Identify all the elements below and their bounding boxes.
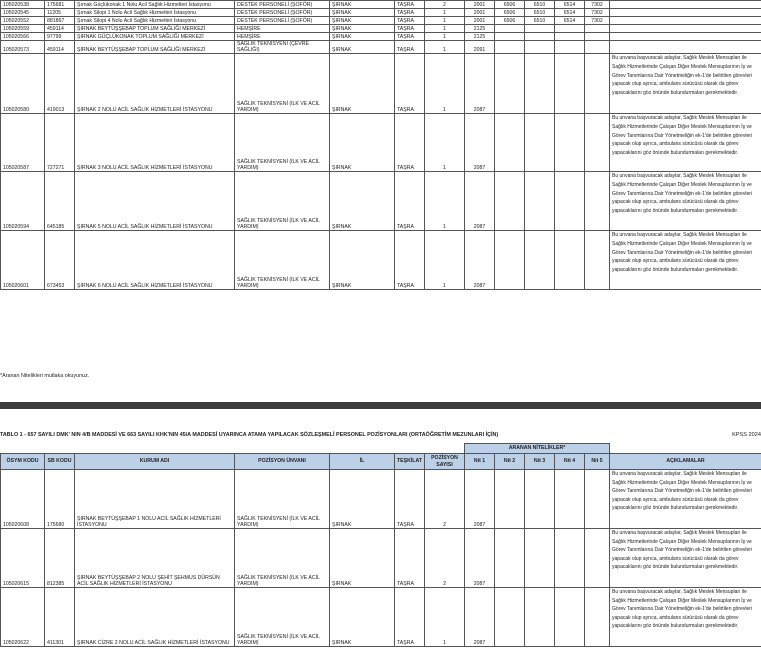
position-cell: HEMŞİRE — [235, 25, 330, 33]
osym-code-cell: 105020594 — [1, 172, 45, 231]
organization-cell: TAŞRA — [395, 41, 425, 54]
nit-1-cell: 2087 — [465, 470, 495, 529]
province-cell: ŞIRNAK — [330, 529, 395, 588]
province-cell: ŞIRNAK — [330, 17, 395, 25]
nit-5-cell: 7302 — [585, 9, 610, 17]
sb-code-cell: 175680 — [45, 470, 75, 529]
province-cell: ŞIRNAK — [330, 9, 395, 17]
explanation-cell: Bu unvana başvuracak adaylar, Sağlık Meslek Mensupları ile Sağlık Hizmetlerinde Çalışan Diğer Meslek Mensuplarının İş ve Görev Tanımlarına Dair Yönetmeliğin ek-1'de belirtilen görevleri yapacak olup ayrıca, ambulans sürücüsü olarak da görev yapacaklarını göz önünde bulundurmaları gerekmektedir. — [610, 231, 761, 290]
table-title: TABLO 1 - 657 SAYILI DMK' NIN 4/B MADDESİ VE 663 SAYILI KHK'NIN 45/A MADDESİ UYARINCA ATAMA YAPILACAK SÖZLEŞMELİ PERSONEL POZİSYONLARI (ORTAÖĞRETİM MEZUNLARI İÇİN) — [0, 432, 499, 438]
col-institution: KURUM ADI — [75, 454, 235, 470]
nit-4-cell — [555, 470, 585, 529]
institution-cell: ŞIRNAK BEYTÜŞŞEBAP TOPLUM SAĞLIĞI MERKEZİ — [75, 25, 235, 33]
nit-2-cell — [495, 231, 525, 290]
position-count-cell: 1 — [425, 231, 465, 290]
osym-code-cell: 105020622 — [1, 588, 45, 647]
institution-cell: ŞIRNAK CİZRE 2 NOLU ACİL SAĞLIK HİZMETLERİ İSTASYONU — [75, 588, 235, 647]
nit-1-cell: 2087 — [465, 172, 495, 231]
explanation-cell — [610, 25, 761, 33]
organization-cell: TAŞRA — [395, 231, 425, 290]
position-count-cell: 1 — [425, 172, 465, 231]
explanation-cell: Bu unvana başvuracak adaylar, Sağlık Meslek Mensupları ile Sağlık Hizmetlerinde Çalışan Diğer Meslek Mensuplarının İş ve Görev Tanımlarına Dair Yönetmeliğin ek-1'de belirtilen görevleri yapacak olup ayrıca, ambulans sürücüsü olarak da görev yapacaklarını göz önünde bulundurmaları gerekmektedir. — [610, 470, 761, 529]
col-nit-3: Nit 3 — [525, 454, 555, 470]
nit-1-cell: 2087 — [465, 588, 495, 647]
organization-cell: TAŞRA — [395, 54, 425, 114]
sb-code-cell: 411301 — [45, 588, 75, 647]
table-row — [1, 172, 761, 231]
nit-2-cell: 6506 — [495, 1, 525, 9]
nit-4-cell: 6514 — [555, 9, 585, 17]
nit-4-cell — [555, 529, 585, 588]
nit-1-cell: 2001 — [465, 17, 495, 25]
sb-code-cell: 673453 — [45, 231, 75, 290]
position-cell: SAĞLIK TEKNİSYENİ (İLK VE ACİL YARDIM) — [235, 114, 330, 172]
table-row — [1, 231, 761, 290]
explanation-cell: Bu unvana başvuracak adaylar, Sağlık Meslek Mensupları ile Sağlık Hizmetlerinde Çalışan Diğer Meslek Mensuplarının İş ve Görev Tanımlarına Dair Yönetmeliğin ek-1'de belirtilen görevleri yapacak olup ayrıca, ambulans sürücüsü olarak da görev yapacaklarını göz önünde bulundurmaları gerekmektedir. — [610, 172, 761, 231]
nit-5-cell — [585, 231, 610, 290]
organization-cell: TAŞRA — [395, 588, 425, 647]
position-count-cell: 2 — [425, 470, 465, 529]
explanation-cell: Bu unvana başvuracak adaylar, Sağlık Meslek Mensupları ile Sağlık Hizmetlerinde Çalışan Diğer Meslek Mensuplarının İş ve Görev Tanımlarına Dair Yönetmeliğin ek-1'de belirtilen görevleri yapacak olup ayrıca, ambulans sürücüsü olarak da görev yapacaklarını göz önünde bulundurmaları gerekmektedir. — [610, 529, 761, 588]
table-row — [1, 9, 761, 17]
position-count-cell: 1 — [425, 114, 465, 172]
nit-3-cell: 6510 — [525, 17, 555, 25]
nit-2-cell — [495, 588, 525, 647]
position-count-cell: 1 — [425, 25, 465, 33]
osym-code-cell: 105020559 — [1, 25, 45, 33]
position-cell: DESTEK PERSONELİ (ŞOFÖR) — [235, 9, 330, 17]
table-row — [1, 588, 761, 647]
nit-1-cell: 2087 — [465, 231, 495, 290]
nit-1-cell: 2087 — [465, 114, 495, 172]
position-cell: SAĞLIK TEKNİSYENİ (İLK VE ACİL YARDIM) — [235, 588, 330, 647]
col-position: POZİSYON ÜNVANI — [235, 454, 330, 470]
organization-cell: TAŞRA — [395, 114, 425, 172]
nit-5-cell — [585, 172, 610, 231]
sb-code-cell: 812385 — [45, 529, 75, 588]
table-row — [1, 529, 761, 588]
nit-5-cell — [585, 529, 610, 588]
organization-cell: TAŞRA — [395, 529, 425, 588]
osym-code-cell: 105020580 — [1, 54, 45, 114]
explanation-cell — [610, 1, 761, 9]
nit-4-cell — [555, 231, 585, 290]
nit-4-cell — [555, 33, 585, 41]
position-cell: SAĞLIK TEKNİSYENİ (İLK VE ACİL YARDIM) — [235, 529, 330, 588]
nit-1-cell: 2087 — [465, 529, 495, 588]
explanation-cell — [610, 17, 761, 25]
nit-3-cell — [525, 470, 555, 529]
nit-5-cell — [585, 588, 610, 647]
nit-3-cell — [525, 33, 555, 41]
province-cell: ŞIRNAK — [330, 54, 395, 114]
col-nit-2: Nit 2 — [495, 454, 525, 470]
nit-3-cell — [525, 25, 555, 33]
nit-2-cell — [495, 470, 525, 529]
nit-2-cell — [495, 114, 525, 172]
position-count-cell: 1 — [425, 9, 465, 17]
institution-cell: Şırnak Silopi 4 Nolu Acil Sağlık Hizmetleri İstasyonu — [75, 17, 235, 25]
upper-positions-table — [0, 0, 761, 290]
institution-cell: ŞIRNAK BEYTÜŞŞEBAP TOPLUM SAĞLIĞI MERKEZİ — [75, 41, 235, 54]
table-row — [1, 25, 761, 33]
institution-cell: ŞIRNAK 5 NOLU ACİL SAĞLIK HİZMETLERİ İSTASYONU — [75, 172, 235, 231]
nit-4-cell — [555, 25, 585, 33]
sb-code-cell: 175681 — [45, 1, 75, 9]
nit-4-cell — [555, 172, 585, 231]
nit-4-cell — [555, 114, 585, 172]
col-nit-5: Nit 5 — [585, 454, 610, 470]
nit-2-cell: 6506 — [495, 9, 525, 17]
nit-5-cell — [585, 41, 610, 54]
osym-code-cell: 105020608 — [1, 470, 45, 529]
sb-code-cell: 459114 — [45, 41, 75, 54]
position-count-cell: 1 — [425, 17, 465, 25]
nit-1-cell: 2001 — [465, 1, 495, 9]
col-nit-4: Nit 4 — [555, 454, 585, 470]
nit-1-cell: 2125 — [465, 33, 495, 41]
lower-positions-table — [0, 443, 761, 647]
province-cell: ŞIRNAK — [330, 588, 395, 647]
position-cell: SAĞLIK TEKNİSYENİ (İLK VE ACİL YARDIM) — [235, 172, 330, 231]
sb-code-cell: 881867 — [45, 17, 75, 25]
nit-2-cell — [495, 33, 525, 41]
nit-4-cell: 6514 — [555, 1, 585, 9]
organization-cell: TAŞRA — [395, 17, 425, 25]
nit-3-cell — [525, 114, 555, 172]
organization-cell: TAŞRA — [395, 172, 425, 231]
table-row — [1, 33, 761, 41]
kpss-label: KPSS 2024 — [732, 432, 761, 438]
institution-cell: ŞIRNAK BEYTÜŞŞEBAP 2 NOLU ŞEHİT ŞEHMUS DÜRSÜN ACİL SAĞLIK HİZMETLERİ İSTASYONU — [75, 529, 235, 588]
nit-3-cell: 6510 — [525, 9, 555, 17]
page-divider — [0, 402, 761, 409]
nit-5-cell: 7302 — [585, 1, 610, 9]
province-cell: ŞIRNAK — [330, 41, 395, 54]
position-count-cell: 1 — [425, 54, 465, 114]
position-cell: SAĞLIK TEKNİSYENİ (İLK VE ACİL YARDIM) — [235, 231, 330, 290]
table-row — [1, 470, 761, 529]
col-sb-code: SB KODU — [45, 454, 75, 470]
institution-cell: ŞIRNAK GÜÇLÜKONAK TOPLUM SAĞLIĞI MERKEZİ — [75, 33, 235, 41]
position-count-cell: 1 — [425, 33, 465, 41]
nit-3-cell — [525, 172, 555, 231]
nit-5-cell — [585, 54, 610, 114]
nit-4-cell — [555, 54, 585, 114]
nit-5-cell — [585, 470, 610, 529]
nit-3-cell — [525, 41, 555, 54]
osym-code-cell: 105020573 — [1, 41, 45, 54]
province-cell: ŞIRNAK — [330, 114, 395, 172]
sb-code-cell: 645185 — [45, 172, 75, 231]
position-cell: HEMŞİRE — [235, 33, 330, 41]
nit-4-cell — [555, 41, 585, 54]
qualifications-group-header: ARANAN NİTELİKLER* — [465, 444, 610, 454]
nit-1-cell: 2125 — [465, 25, 495, 33]
position-cell: SAĞLIK TEKNİSYENİ (İLK VE ACİL YARDIM) — [235, 470, 330, 529]
explanation-cell: Bu unvana başvuracak adaylar, Sağlık Meslek Mensupları ile Sağlık Hizmetlerinde Çalışan Diğer Meslek Mensuplarının İş ve Görev Tanımlarına Dair Yönetmeliğin ek-1'de belirtilen görevleri yapacak olup ayrıca, ambulans sürücüsü olarak da görev yapacaklarını göz önünde bulundurmaları gerekmektedir. — [610, 54, 761, 114]
explanation-cell — [610, 33, 761, 41]
institution-cell: ŞIRNAK 6 NOLU ACİL SAĞLIK HİZMETLERİ İSTASYONU — [75, 231, 235, 290]
table-row — [1, 54, 761, 114]
nit-4-cell — [555, 588, 585, 647]
nit-1-cell: 2001 — [465, 9, 495, 17]
nit-1-cell: 2087 — [465, 54, 495, 114]
osym-code-cell: 105020552 — [1, 17, 45, 25]
nit-2-cell — [495, 172, 525, 231]
organization-cell: TAŞRA — [395, 470, 425, 529]
nit-3-cell — [525, 588, 555, 647]
osym-code-cell: 105020615 — [1, 529, 45, 588]
table-row — [1, 41, 761, 54]
nit-4-cell: 6514 — [555, 17, 585, 25]
sb-code-cell: 459114 — [45, 25, 75, 33]
explanation-cell: Bu unvana başvuracak adaylar, Sağlık Meslek Mensupları ile Sağlık Hizmetlerinde Çalışan Diğer Meslek Mensuplarının İş ve Görev Tanımlarına Dair Yönetmeliğin ek-1'de belirtilen görevleri yapacak olup ayrıca, ambulans sürücüsü olarak da görev yapacaklarını göz önünde bulundurmaları gerekmektedir. — [610, 114, 761, 172]
institution-cell: ŞIRNAK 3 NOLU ACİL SAĞLIK HİZMETLERİ İSTASYONU — [75, 114, 235, 172]
province-cell: ŞIRNAK — [330, 470, 395, 529]
nit-3-cell — [525, 529, 555, 588]
nit-3-cell: 6510 — [525, 1, 555, 9]
position-cell: DESTEK PERSONELİ (ŞOFÖR) — [235, 1, 330, 9]
nit-5-cell — [585, 33, 610, 41]
organization-cell: TAŞRA — [395, 9, 425, 17]
province-cell: ŞIRNAK — [330, 231, 395, 290]
nit-5-cell: 7302 — [585, 17, 610, 25]
osym-code-cell: 105020587 — [1, 114, 45, 172]
sb-code-cell: 11205 — [45, 9, 75, 17]
institution-cell: Şırnak Silopi 1 Nolu Acil Sağlık Hizmetleri İstasyonu — [75, 9, 235, 17]
position-count-cell: 1 — [425, 588, 465, 647]
osym-code-cell: 105020601 — [1, 231, 45, 290]
col-province: İL — [330, 454, 395, 470]
explanation-cell — [610, 9, 761, 17]
sb-code-cell: 727271 — [45, 114, 75, 172]
explanation-cell: Bu unvana başvuracak adaylar, Sağlık Meslek Mensupları ile Sağlık Hizmetlerinde Çalışan Diğer Meslek Mensuplarının İş ve Görev Tanımlarına Dair Yönetmeliğin ek-1'de belirtilen görevleri yapacak olup ayrıca, ambulans sürücüsü olarak da görev yapacaklarını göz önünde bulundurmaları gerekmektedir. — [610, 588, 761, 647]
province-cell: ŞIRNAK — [330, 33, 395, 41]
explanation-cell — [610, 41, 761, 54]
nit-2-cell — [495, 529, 525, 588]
nit-2-cell — [495, 25, 525, 33]
nit-3-cell — [525, 231, 555, 290]
institution-cell: ŞIRNAK 2 NOLU ACİL SAĞLIK HİZMETLERİ İSTASYONU — [75, 54, 235, 114]
position-count-cell: 1 — [425, 41, 465, 54]
col-osym-code: ÖSYM KODU — [1, 454, 45, 470]
province-cell: ŞIRNAK — [330, 1, 395, 9]
table-row — [1, 114, 761, 172]
osym-code-cell: 105020566 — [1, 33, 45, 41]
osym-code-cell: 105020545 — [1, 9, 45, 17]
nit-1-cell: 2091 — [465, 41, 495, 54]
nit-3-cell — [525, 54, 555, 114]
organization-cell: TAŞRA — [395, 25, 425, 33]
sb-code-cell: 97799 — [45, 33, 75, 41]
province-cell: ŞIRNAK — [330, 25, 395, 33]
organization-cell: TAŞRA — [395, 33, 425, 41]
nit-2-cell — [495, 54, 525, 114]
position-count-cell: 2 — [425, 529, 465, 588]
nit-2-cell: 6506 — [495, 17, 525, 25]
position-count-cell: 2 — [425, 1, 465, 9]
osym-code-cell: 105020538 — [1, 1, 45, 9]
institution-cell: ŞIRNAK BEYTÜŞŞEBAP 1 NOLU ACİL SAĞLIK HİZMETLERİ İSTASYONU — [75, 470, 235, 529]
position-cell: SAĞLIK TEKNİSYENİ (İLK VE ACİL YARDIM) — [235, 54, 330, 114]
nit-2-cell — [495, 41, 525, 54]
col-position-count: POZİSYON SAYISI — [425, 454, 465, 470]
col-nit-1: Nit 1 — [465, 454, 495, 470]
col-explanations: AÇIKLAMALAR — [610, 454, 761, 470]
sb-code-cell: 419013 — [45, 54, 75, 114]
province-cell: ŞIRNAK — [330, 172, 395, 231]
nit-5-cell — [585, 114, 610, 172]
institution-cell: Şırnak Güçlükonak 1 Nolu Acil Sağlık Hizmetleri İstasyonu — [75, 1, 235, 9]
table-row — [1, 1, 761, 9]
qualifications-note: *Aranan Nitelikleri mutlaka okuyunuz. — [0, 373, 90, 379]
col-organization: TEŞKİLAT — [395, 454, 425, 470]
position-cell: SAĞLIK TEKNİSYENİ (ÇEVRE SAĞLIĞI) — [235, 41, 330, 54]
table-row — [1, 17, 761, 25]
position-cell: DESTEK PERSONELİ (ŞOFÖR) — [235, 17, 330, 25]
nit-5-cell — [585, 25, 610, 33]
organization-cell: TAŞRA — [395, 1, 425, 9]
